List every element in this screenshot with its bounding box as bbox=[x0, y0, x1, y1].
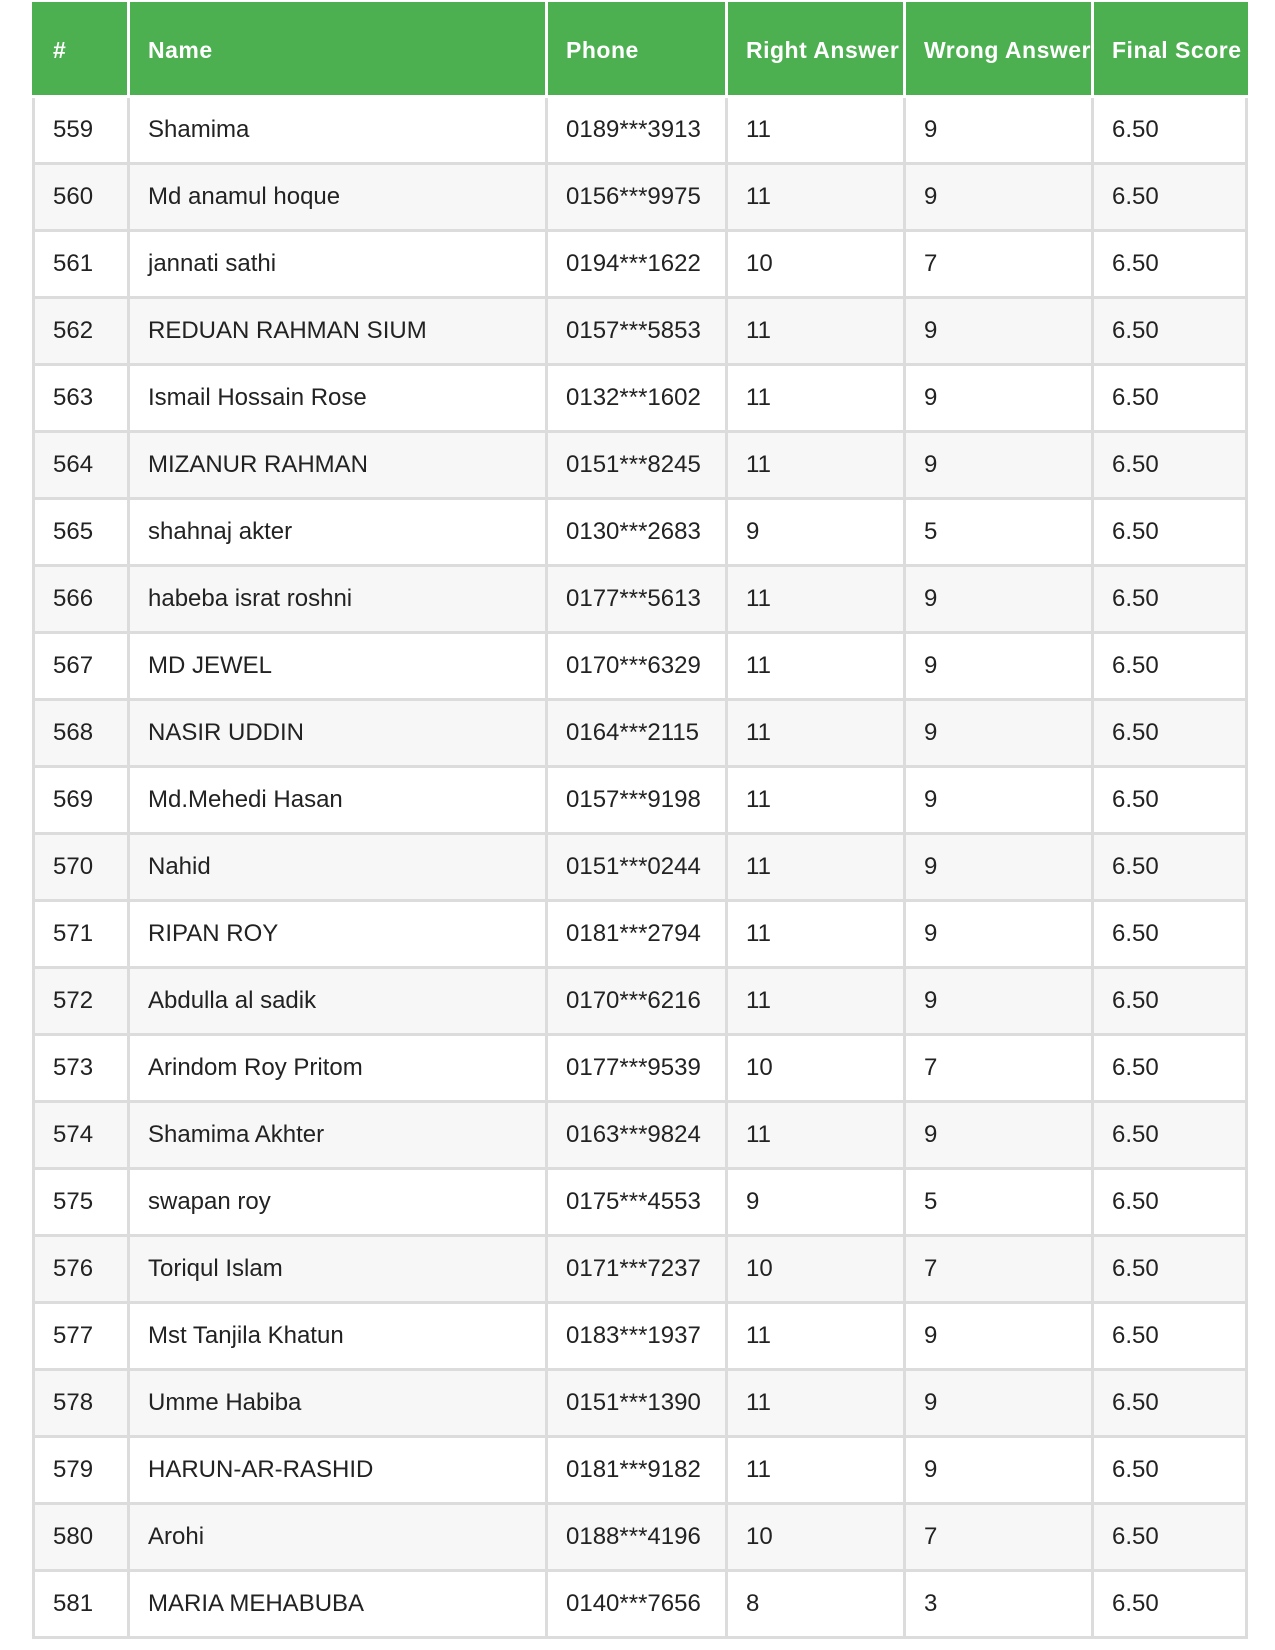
cell-name: Md anamul hoque bbox=[129, 164, 547, 231]
cell-right-answer: 11 bbox=[727, 1437, 905, 1504]
cell-right-answer: 10 bbox=[727, 1035, 905, 1102]
table-row bbox=[34, 164, 1247, 231]
cell-right-answer: 11 bbox=[727, 298, 905, 365]
cell-right-answer: 11 bbox=[727, 1303, 905, 1370]
cell-phone: 0157***9198 bbox=[547, 767, 727, 834]
header-rank: # bbox=[34, 4, 129, 97]
cell-right-answer: 11 bbox=[727, 901, 905, 968]
cell-phone: 0163***9824 bbox=[547, 1102, 727, 1169]
table-row bbox=[34, 633, 1247, 700]
cell-phone: 0140***7656 bbox=[547, 1571, 727, 1638]
cell-final-score: 6.50 bbox=[1093, 432, 1247, 499]
table-row bbox=[34, 365, 1247, 432]
cell-right-answer: 11 bbox=[727, 1102, 905, 1169]
cell-right-answer: 11 bbox=[727, 1370, 905, 1437]
cell-name: habeba israt roshni bbox=[129, 566, 547, 633]
cell-final-score: 6.50 bbox=[1093, 164, 1247, 231]
cell-name: MARIA MEHABUBA bbox=[129, 1571, 547, 1638]
cell-rank: 574 bbox=[34, 1102, 129, 1169]
cell-rank: 559 bbox=[34, 97, 129, 164]
cell-final-score: 6.50 bbox=[1093, 1102, 1247, 1169]
cell-right-answer: 11 bbox=[727, 700, 905, 767]
cell-wrong-answer: 9 bbox=[905, 1370, 1093, 1437]
table-row bbox=[34, 1102, 1247, 1169]
table-row bbox=[34, 767, 1247, 834]
cell-rank: 569 bbox=[34, 767, 129, 834]
cell-final-score: 6.50 bbox=[1093, 1169, 1247, 1236]
cell-wrong-answer: 9 bbox=[905, 901, 1093, 968]
cell-name: Ismail Hossain Rose bbox=[129, 365, 547, 432]
cell-wrong-answer: 9 bbox=[905, 968, 1093, 1035]
cell-final-score: 6.50 bbox=[1093, 1236, 1247, 1303]
cell-name: Umme Habiba bbox=[129, 1370, 547, 1437]
cell-phone: 0170***6329 bbox=[547, 633, 727, 700]
cell-final-score: 6.50 bbox=[1093, 767, 1247, 834]
cell-rank: 578 bbox=[34, 1370, 129, 1437]
cell-wrong-answer: 5 bbox=[905, 1169, 1093, 1236]
cell-final-score: 6.50 bbox=[1093, 499, 1247, 566]
cell-final-score: 6.50 bbox=[1093, 968, 1247, 1035]
cell-wrong-answer: 3 bbox=[905, 1571, 1093, 1638]
cell-rank: 576 bbox=[34, 1236, 129, 1303]
cell-final-score: 6.50 bbox=[1093, 231, 1247, 298]
cell-final-score: 6.50 bbox=[1093, 633, 1247, 700]
cell-wrong-answer: 9 bbox=[905, 1303, 1093, 1370]
cell-rank: 561 bbox=[34, 231, 129, 298]
table-row bbox=[34, 499, 1247, 566]
table-row bbox=[34, 1437, 1247, 1504]
table-row bbox=[34, 968, 1247, 1035]
cell-wrong-answer: 9 bbox=[905, 298, 1093, 365]
table-row bbox=[34, 432, 1247, 499]
cell-phone: 0132***1602 bbox=[547, 365, 727, 432]
header-wrong-answer: Wrong Answer bbox=[905, 4, 1093, 97]
cell-final-score: 6.50 bbox=[1093, 1437, 1247, 1504]
cell-right-answer: 10 bbox=[727, 231, 905, 298]
cell-rank: 565 bbox=[34, 499, 129, 566]
cell-final-score: 6.50 bbox=[1093, 97, 1247, 164]
cell-phone: 0183***1937 bbox=[547, 1303, 727, 1370]
cell-final-score: 6.50 bbox=[1093, 1303, 1247, 1370]
cell-name: jannati sathi bbox=[129, 231, 547, 298]
cell-phone: 0170***6216 bbox=[547, 968, 727, 1035]
header-row bbox=[34, 4, 1247, 97]
cell-name: Shamima bbox=[129, 97, 547, 164]
cell-right-answer: 11 bbox=[727, 566, 905, 633]
cell-rank: 577 bbox=[34, 1303, 129, 1370]
cell-right-answer: 11 bbox=[727, 97, 905, 164]
cell-final-score: 6.50 bbox=[1093, 901, 1247, 968]
cell-phone: 0188***4196 bbox=[547, 1504, 727, 1571]
cell-name: Arindom Roy Pritom bbox=[129, 1035, 547, 1102]
cell-wrong-answer: 9 bbox=[905, 164, 1093, 231]
cell-name: NASIR UDDIN bbox=[129, 700, 547, 767]
table-header bbox=[34, 4, 1247, 97]
table-row bbox=[34, 1236, 1247, 1303]
cell-rank: 560 bbox=[34, 164, 129, 231]
cell-name: RIPAN ROY bbox=[129, 901, 547, 968]
cell-name: Shamima Akhter bbox=[129, 1102, 547, 1169]
cell-wrong-answer: 7 bbox=[905, 231, 1093, 298]
table-row bbox=[34, 231, 1247, 298]
cell-phone: 0151***1390 bbox=[547, 1370, 727, 1437]
cell-rank: 566 bbox=[34, 566, 129, 633]
table-row bbox=[34, 97, 1247, 164]
cell-right-answer: 11 bbox=[727, 432, 905, 499]
cell-wrong-answer: 9 bbox=[905, 700, 1093, 767]
cell-phone: 0151***0244 bbox=[547, 834, 727, 901]
cell-rank: 570 bbox=[34, 834, 129, 901]
cell-right-answer: 10 bbox=[727, 1236, 905, 1303]
table-row bbox=[34, 1035, 1247, 1102]
cell-right-answer: 9 bbox=[727, 499, 905, 566]
header-right-answer: Right Answer bbox=[727, 4, 905, 97]
header-name: Name bbox=[129, 4, 547, 97]
cell-phone: 0194***1622 bbox=[547, 231, 727, 298]
table-row bbox=[34, 700, 1247, 767]
cell-phone: 0157***5853 bbox=[547, 298, 727, 365]
cell-final-score: 6.50 bbox=[1093, 1571, 1247, 1638]
cell-rank: 580 bbox=[34, 1504, 129, 1571]
cell-wrong-answer: 5 bbox=[905, 499, 1093, 566]
cell-rank: 567 bbox=[34, 633, 129, 700]
cell-name: shahnaj akter bbox=[129, 499, 547, 566]
cell-final-score: 6.50 bbox=[1093, 1504, 1247, 1571]
table-row bbox=[34, 1504, 1247, 1571]
cell-rank: 575 bbox=[34, 1169, 129, 1236]
cell-wrong-answer: 9 bbox=[905, 432, 1093, 499]
cell-phone: 0130***2683 bbox=[547, 499, 727, 566]
cell-name: Nahid bbox=[129, 834, 547, 901]
table-row bbox=[34, 834, 1247, 901]
table-row bbox=[34, 566, 1247, 633]
cell-rank: 568 bbox=[34, 700, 129, 767]
cell-final-score: 6.50 bbox=[1093, 700, 1247, 767]
cell-final-score: 6.50 bbox=[1093, 365, 1247, 432]
cell-phone: 0156***9975 bbox=[547, 164, 727, 231]
cell-rank: 571 bbox=[34, 901, 129, 968]
cell-right-answer: 11 bbox=[727, 834, 905, 901]
cell-phone: 0181***2794 bbox=[547, 901, 727, 968]
cell-wrong-answer: 7 bbox=[905, 1504, 1093, 1571]
cell-name: Arohi bbox=[129, 1504, 547, 1571]
cell-rank: 564 bbox=[34, 432, 129, 499]
cell-phone: 0177***5613 bbox=[547, 566, 727, 633]
cell-name: REDUAN RAHMAN SIUM bbox=[129, 298, 547, 365]
cell-wrong-answer: 9 bbox=[905, 767, 1093, 834]
cell-wrong-answer: 9 bbox=[905, 1437, 1093, 1504]
cell-wrong-answer: 9 bbox=[905, 566, 1093, 633]
cell-name: HARUN-AR-RASHID bbox=[129, 1437, 547, 1504]
cell-phone: 0189***3913 bbox=[547, 97, 727, 164]
header-phone: Phone bbox=[547, 4, 727, 97]
cell-phone: 0171***7237 bbox=[547, 1236, 727, 1303]
results-table bbox=[32, 2, 1248, 1639]
cell-rank: 572 bbox=[34, 968, 129, 1035]
cell-wrong-answer: 9 bbox=[905, 633, 1093, 700]
table-row bbox=[34, 1303, 1247, 1370]
cell-final-score: 6.50 bbox=[1093, 834, 1247, 901]
cell-final-score: 6.50 bbox=[1093, 298, 1247, 365]
cell-rank: 573 bbox=[34, 1035, 129, 1102]
cell-final-score: 6.50 bbox=[1093, 566, 1247, 633]
cell-right-answer: 11 bbox=[727, 164, 905, 231]
cell-name: MD JEWEL bbox=[129, 633, 547, 700]
cell-phone: 0175***4553 bbox=[547, 1169, 727, 1236]
cell-rank: 581 bbox=[34, 1571, 129, 1638]
header-final-score: Final Score bbox=[1093, 4, 1247, 97]
cell-right-answer: 11 bbox=[727, 968, 905, 1035]
cell-right-answer: 11 bbox=[727, 633, 905, 700]
cell-wrong-answer: 7 bbox=[905, 1236, 1093, 1303]
cell-final-score: 6.50 bbox=[1093, 1035, 1247, 1102]
cell-wrong-answer: 9 bbox=[905, 365, 1093, 432]
cell-right-answer: 11 bbox=[727, 365, 905, 432]
cell-name: swapan roy bbox=[129, 1169, 547, 1236]
cell-right-answer: 10 bbox=[727, 1504, 905, 1571]
table-body bbox=[34, 97, 1247, 1638]
cell-right-answer: 8 bbox=[727, 1571, 905, 1638]
table-row bbox=[34, 1169, 1247, 1236]
cell-phone: 0151***8245 bbox=[547, 432, 727, 499]
cell-rank: 579 bbox=[34, 1437, 129, 1504]
table-row bbox=[34, 298, 1247, 365]
table-row bbox=[34, 1571, 1247, 1638]
cell-right-answer: 9 bbox=[727, 1169, 905, 1236]
cell-right-answer: 11 bbox=[727, 767, 905, 834]
table-row bbox=[34, 901, 1247, 968]
cell-name: Mst Tanjila Khatun bbox=[129, 1303, 547, 1370]
cell-phone: 0177***9539 bbox=[547, 1035, 727, 1102]
table-row bbox=[34, 1370, 1247, 1437]
cell-name: Toriqul Islam bbox=[129, 1236, 547, 1303]
cell-name: MIZANUR RAHMAN bbox=[129, 432, 547, 499]
cell-name: Md.Mehedi Hasan bbox=[129, 767, 547, 834]
cell-rank: 562 bbox=[34, 298, 129, 365]
cell-wrong-answer: 9 bbox=[905, 97, 1093, 164]
cell-rank: 563 bbox=[34, 365, 129, 432]
cell-phone: 0164***2115 bbox=[547, 700, 727, 767]
cell-phone: 0181***9182 bbox=[547, 1437, 727, 1504]
cell-wrong-answer: 9 bbox=[905, 834, 1093, 901]
cell-name: Abdulla al sadik bbox=[129, 968, 547, 1035]
cell-wrong-answer: 9 bbox=[905, 1102, 1093, 1169]
cell-final-score: 6.50 bbox=[1093, 1370, 1247, 1437]
cell-wrong-answer: 7 bbox=[905, 1035, 1093, 1102]
